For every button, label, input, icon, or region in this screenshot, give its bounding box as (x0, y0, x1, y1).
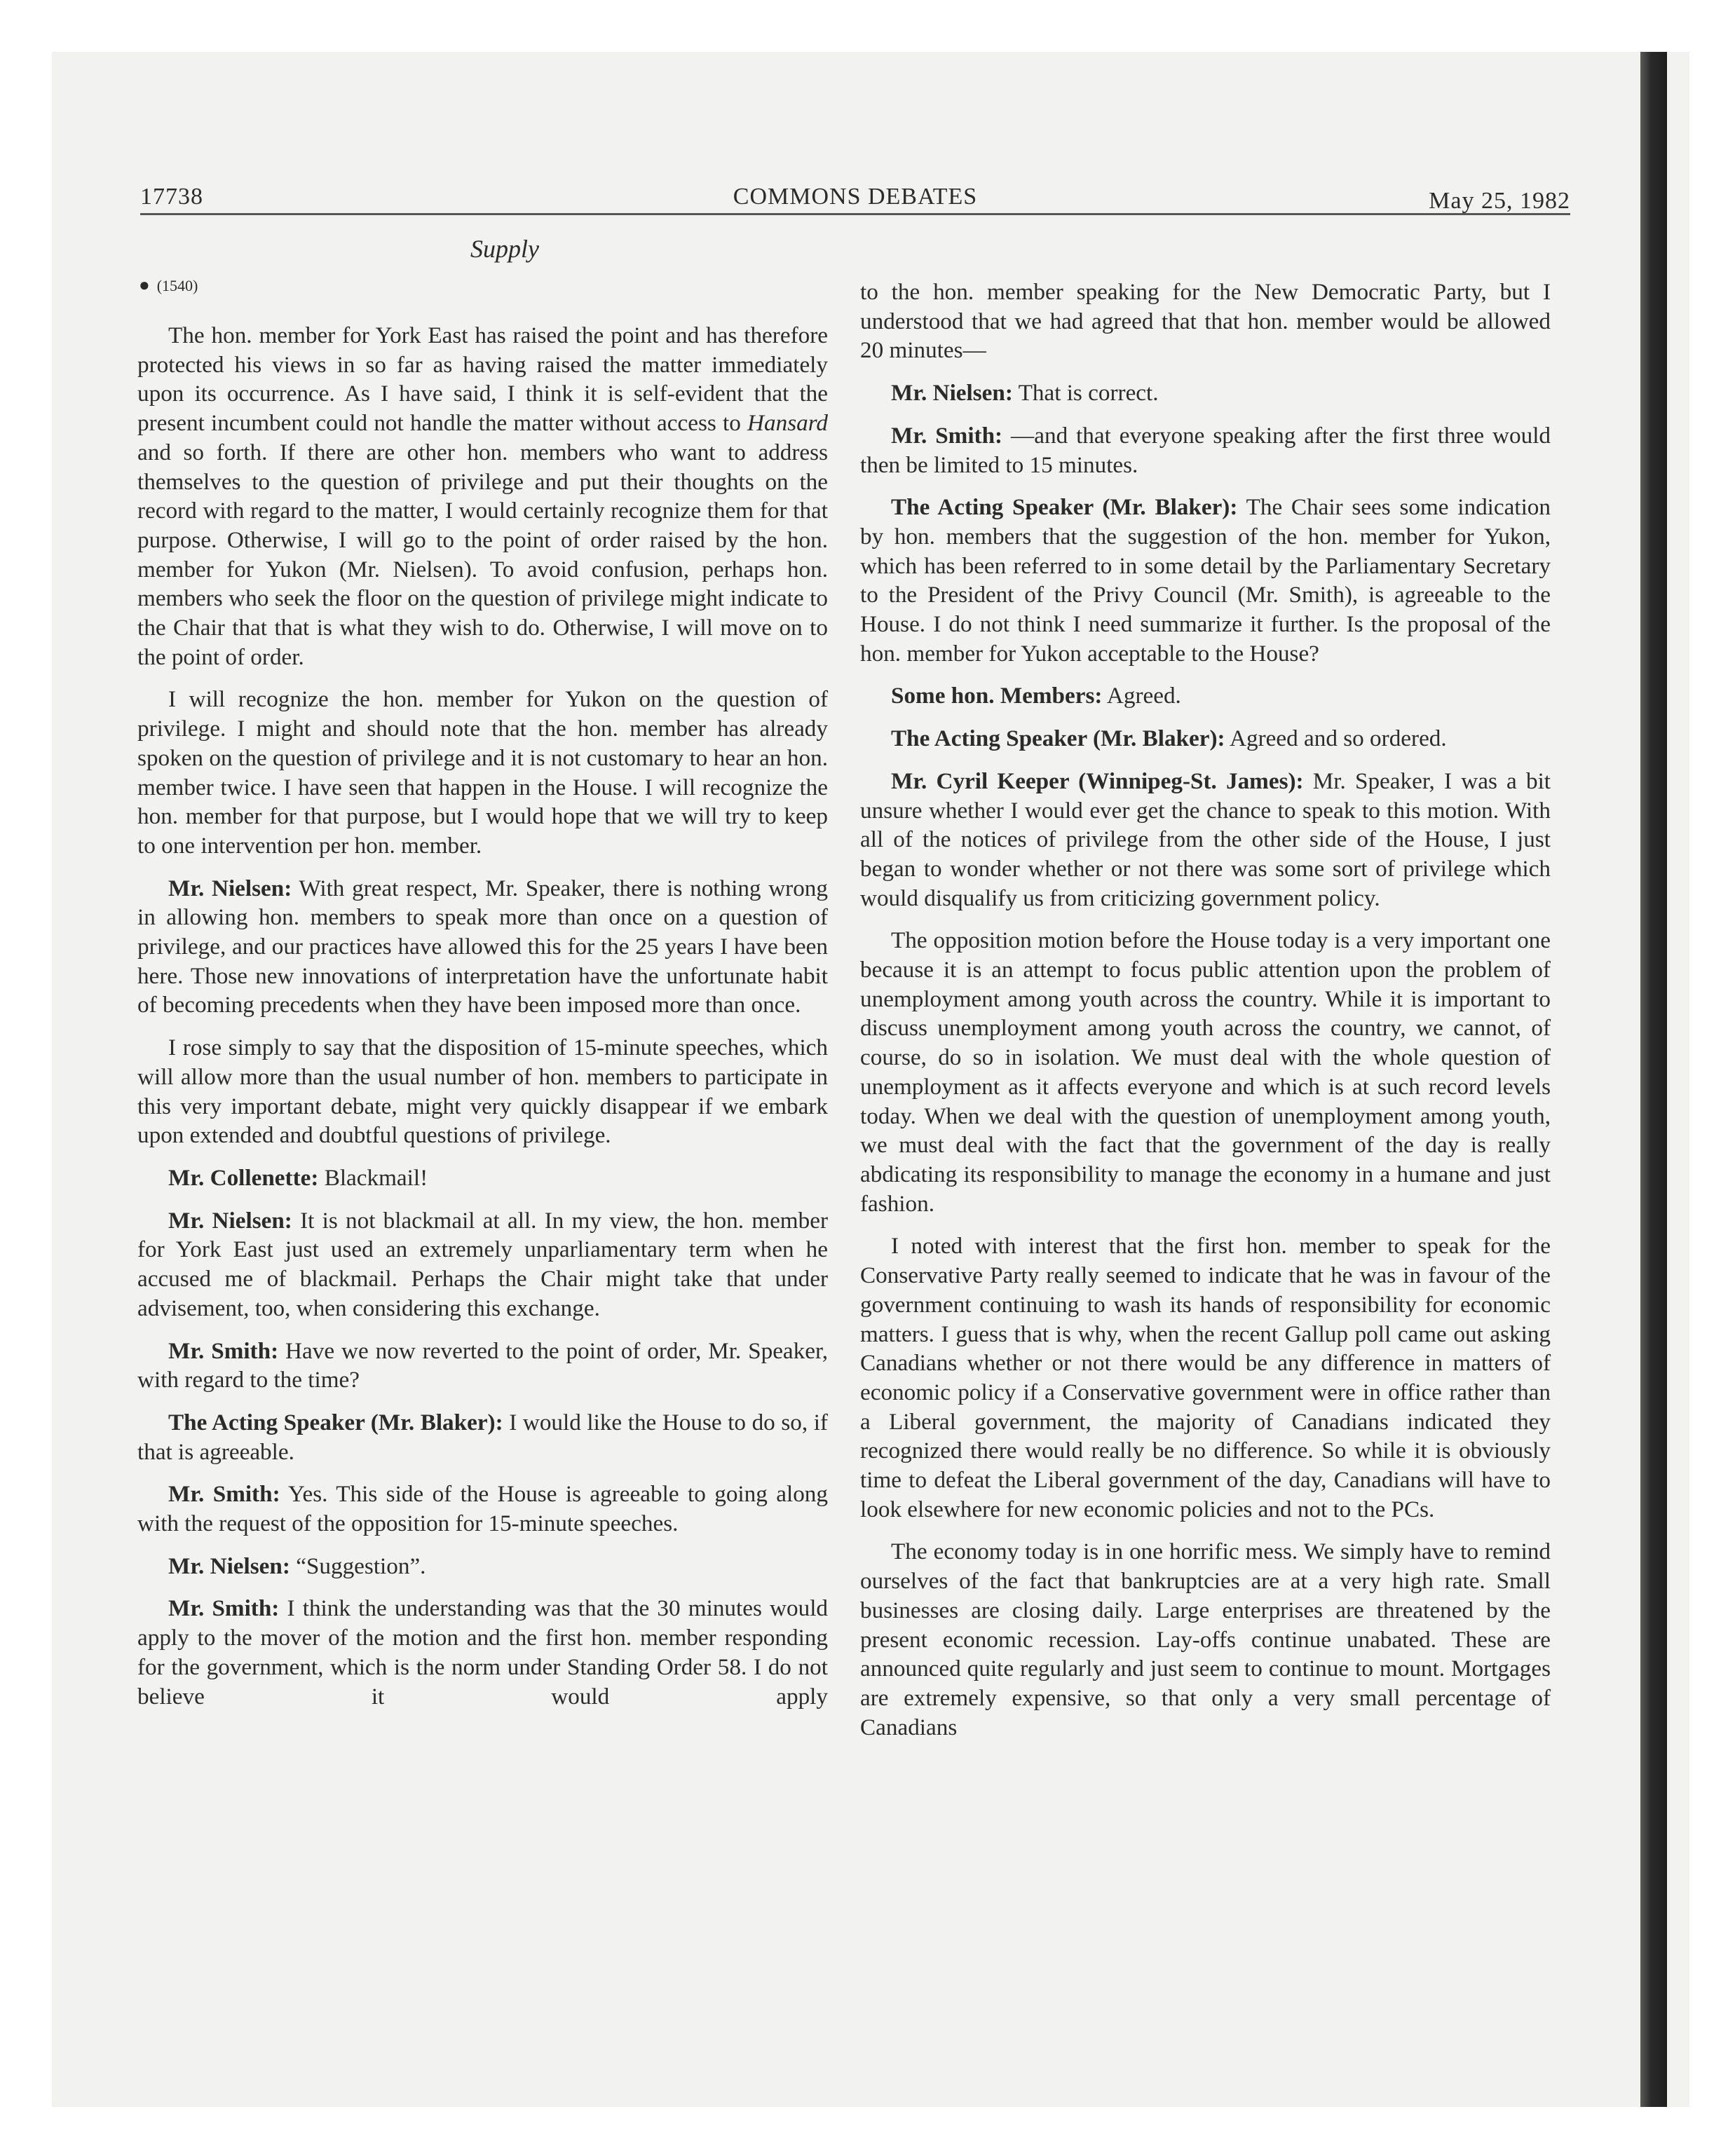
left-column (137, 321, 828, 1724)
paragraph-text: The Chair sees some indication by hon. members that the suggestion of the hon. member for Yukon, which has been referred to in some detail by the Parliamentary Secretary to the President of the Privy Council (Mr. Smith), is agreeable to the House. I do not think I need summarize it further. Is the proposal of the hon. member for Yukon acceptable to the House? (860, 494, 1551, 667)
paragraph-text: It is not blackmail at all. In my view, the hon. member for York East just used an extremely unparliamentary term when he accused me of blackmail. Perhaps the Chair might take that under advisement, too, when considering this exchange. (137, 1207, 828, 1321)
paragraph (860, 1231, 1551, 1524)
paragraph-text: I will recognize the hon. member for Yukon on the question of privilege. I might and should note that the hon. member has already spoken on the question of privilege and it is not customary to hear an hon. member twice. I have seen that happen in the House. I will recognize the hon. member for that purpose, but I would hope that we will try to keep to one intervention per hon. member. (137, 686, 828, 859)
speaker-name: Mr. Cyril Keeper (Winnipeg-St. James): (891, 767, 1304, 794)
paragraph-text: Yes. This side of the House is agreeable to going along with the request of the opposition for 15-minute speeches. (137, 1481, 828, 1537)
paragraph (137, 1594, 828, 1711)
paragraph (860, 278, 1551, 365)
paragraph-text: Mr. Speaker, I was a bit unsure whether I would ever get the chance to speak to this motion. With all of the notices of privilege from the other side of the House, I just began to wonder whether or not there was some sort of privilege which would disqualify us from criticizing government policy. (860, 767, 1551, 911)
speaker-name: The Acting Speaker (Mr. Blaker): (168, 1409, 503, 1435)
paragraph (860, 926, 1551, 1218)
paragraph-text: Agreed. (1102, 683, 1181, 709)
paragraph (137, 1164, 828, 1193)
paragraph (860, 767, 1551, 913)
paragraph-text: to the hon. member speaking for the New Democratic Party, but I understood that we had agreed that that hon. member would be allowed 20 minutes— (860, 279, 1551, 364)
paragraph-text: The economy today is in one horrific mess. We simply have to remind ourselves of the fact that bankruptcies are at a very high rate. Small businesses are closing daily. Large enterprises are threatened by the present economic recession. Lay-offs continue unabated. These are announced quite regularly and just seem to continue to mount. Mortgages are extremely expensive, so that only a very small percentage of Canadians (860, 1538, 1551, 1740)
publication-title: COMMONS DEBATES (733, 184, 978, 210)
paragraph (137, 874, 828, 1021)
paragraph-text: I noted with interest that the first hon. member to speak for the Conservative Party really seemed to indicate that he was in favour of the government continuing to wash its hands of responsibility for economic matters. I guess that is why, when the recent Gallup poll came out asking Canadians whether or not there would be any difference in matters of economic policy if a Conservative government were in office rather than a Liberal government, the majority of Canadians indicated they recognized there would really be no difference. So while it is obviously time to defeat the Liberal government of the day, Canadians will have to look elsewhere for new economic policies and not to the PCs. (860, 1233, 1551, 1522)
paragraph (860, 1537, 1551, 1742)
paragraph (137, 1480, 828, 1538)
paragraph (137, 1552, 828, 1581)
time-marker (139, 275, 198, 296)
paragraph-text: Blackmail! (318, 1164, 428, 1191)
speaker-name: Mr. Nielsen: (168, 875, 292, 901)
right-column (860, 278, 1551, 1755)
speaker-name: The Acting Speaker (Mr. Blaker): (891, 494, 1238, 521)
paragraph-text: I think the understanding was that the 30 minutes would apply to the mover of the motion and the first hon. member responding for the government, which is the norm under Standing Order 58. I do not believe it would apply (137, 1595, 829, 1710)
paragraph (137, 1033, 828, 1150)
speaker-name: Mr. Nielsen: (891, 380, 1013, 407)
paragraph (137, 685, 828, 860)
paragraph-text: The opposition motion before the House today is a very important one because it is an attempt to focus public attention upon the problem of unemployment among youth across the country. While it is important to discuss unemployment among youth across the country, we cannot, of course, do so in isolation. We must deal with the whole question of unemployment as it affects everyone and which is at such record levels today. When we deal with the question of unemployment among youth, we must deal with the fact that the government of the day is really abdicating its responsibility to manage the economy in a humane and just fashion. (860, 927, 1551, 1217)
paragraph (860, 421, 1551, 479)
speaker-name: Mr. Nielsen: (168, 1553, 290, 1579)
paragraph (860, 378, 1551, 408)
speaker-name: Mr. Nielsen: (168, 1207, 292, 1234)
section-title: Supply (470, 235, 539, 263)
paragraph-text: and so forth. If there are other hon. members who want to address themselves to the question of privilege and put their thoughts on the record with regard to the matter, I would certainly recognize them for that purpose. Otherwise, I will go to the point of order raised by the hon. member for Yukon (Mr. Nielsen). To avoid confusion, perhaps hon. members who seek the floor on the question of privilege might indicate to the Chair that that is what they wish to do. Otherwise, I will move on to the point of order. (137, 439, 828, 670)
paragraph (860, 724, 1551, 753)
page-date: May 25, 1982 (1429, 188, 1570, 214)
paragraph (137, 1337, 828, 1395)
speaker-name: The Acting Speaker (Mr. Blaker): (891, 725, 1225, 752)
paragraph (860, 681, 1551, 711)
paragraph-text: —and that everyone speaking after the first three would then be limited to 15 minutes. (860, 422, 1551, 478)
paragraph (137, 1408, 828, 1466)
speaker-name: Mr. Smith: (168, 1481, 280, 1508)
speaker-name: Mr. Smith: (168, 1595, 280, 1622)
paragraph-text: The hon. member for York East has raised the point and has therefore protected his views in so far as having raised the matter immediately upon its occurrence. As I have said, I think it is self-evident that the present incumbent could not handle the matter without access to (137, 322, 828, 437)
paragraph-text: I would like the House to do so, if that is agreeable. (137, 1409, 828, 1465)
page-number: 17738 (140, 184, 203, 210)
speaker-name: Mr. Smith: (891, 422, 1003, 449)
header-rule (140, 213, 1570, 215)
speaker-name: Mr. Smith: (168, 1337, 279, 1364)
bullet-icon: ● (139, 275, 150, 295)
speaker-name: Some hon. Members: (891, 683, 1103, 709)
paragraph-text: I rose simply to say that the disposition of 15-minute speeches, which will allow more than the usual number of hon. members to participate in this very important debate, might very quickly disappear if we embark upon extended and doubtful questions of privilege. (137, 1035, 828, 1149)
paragraph-text: “Suggestion”. (290, 1553, 426, 1579)
speaker-name: Mr. Collenette: (168, 1164, 319, 1191)
paragraph (137, 1206, 828, 1323)
time-marker-label: (1540) (156, 277, 198, 294)
italic-text: Hansard (747, 410, 828, 437)
paragraph-text: Agreed and so ordered. (1225, 725, 1447, 752)
paragraph-text: With great respect, Mr. Speaker, there is nothing wrong in allowing hon. members to speak more than once on a question of privilege, and our practices have allowed this for the 25 years I have been here. Those new innovations of interpretation have the unfortunate habit of becoming precedents when they have been imposed more than once. (137, 875, 828, 1018)
page-edge-shadow (1640, 52, 1667, 2107)
paragraph-text: That is correct. (1012, 380, 1159, 407)
paragraph-text: Have we now reverted to the point of order, Mr. Speaker, with regard to the time? (137, 1337, 829, 1393)
paragraph (137, 321, 828, 671)
paragraph (860, 493, 1551, 668)
